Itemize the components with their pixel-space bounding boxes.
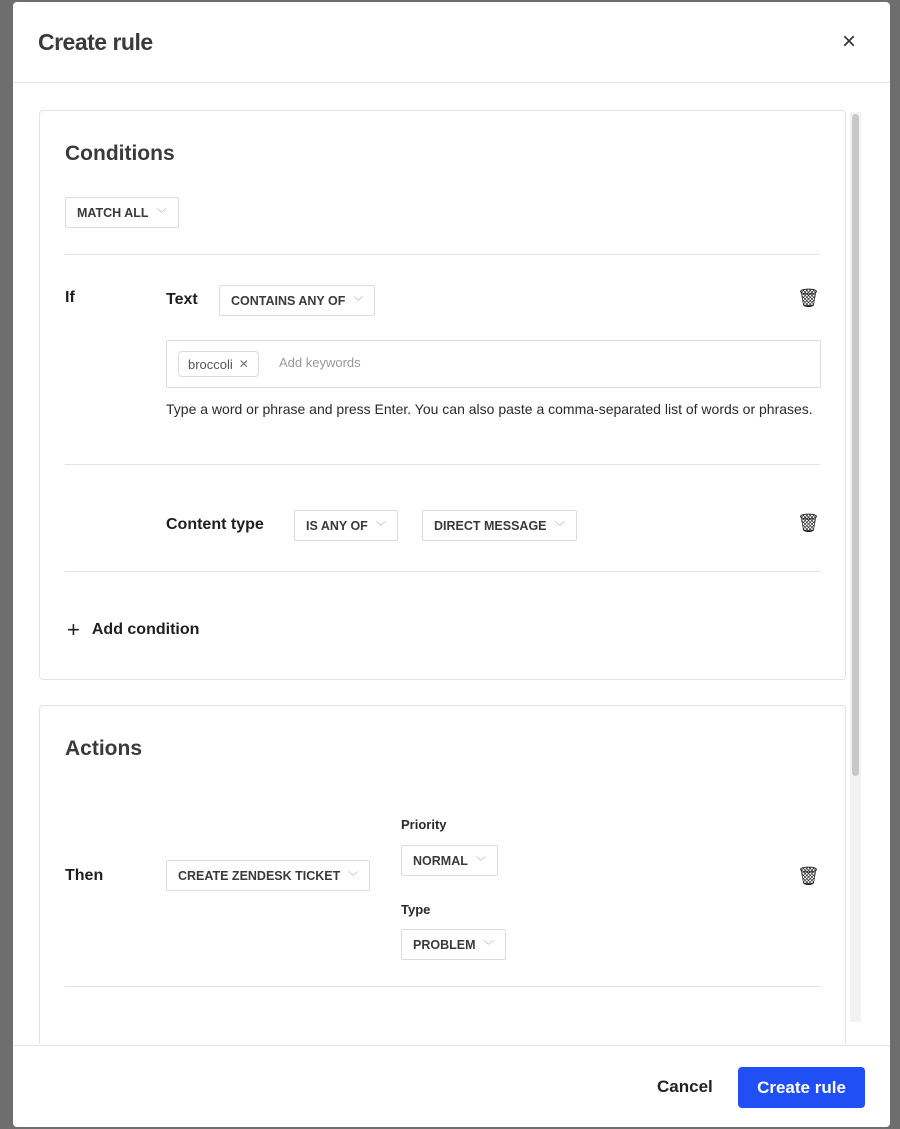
chevron-down-icon: ﹀ — [554, 522, 565, 533]
delete-condition-trash-icon[interactable]: 🗑 — [797, 513, 820, 533]
actions-title: Actions — [65, 737, 143, 760]
add-condition-button[interactable] — [67, 617, 200, 642]
type-label: Type — [401, 902, 431, 917]
condition-field-text: Text — [166, 291, 198, 308]
divider — [65, 571, 820, 572]
priority-label: Priority — [401, 817, 447, 832]
text-operator-dropdown[interactable] — [219, 285, 375, 316]
type-dropdown[interactable] — [401, 929, 506, 960]
modal-header — [13, 2, 890, 83]
condition-field-content-type: Content type — [166, 516, 264, 533]
conditions-title: Conditions — [65, 142, 175, 165]
chevron-down-icon: ﹀ — [375, 522, 386, 533]
match-dropdown[interactable] — [65, 197, 179, 228]
cancel-button[interactable]: Cancel — [657, 1077, 713, 1096]
content-type-operator-dropdown[interactable] — [294, 510, 398, 541]
divider — [65, 254, 820, 255]
modal-body — [13, 84, 890, 1044]
action-dropdown[interactable] — [166, 860, 370, 891]
match-value: MATCH ALL — [77, 205, 149, 220]
divider — [65, 986, 820, 987]
modal-title: Create rule — [38, 29, 153, 55]
chevron-down-icon: ﹀ — [348, 872, 359, 883]
create-rule-modal — [13, 2, 890, 1127]
chevron-down-icon: ﹀ — [156, 209, 167, 220]
close-icon[interactable]: × — [842, 28, 857, 55]
divider — [65, 464, 820, 465]
add-condition-label: Add condition — [91, 621, 200, 638]
if-label: If — [65, 289, 75, 306]
chevron-down-icon: ﹀ — [353, 297, 364, 308]
delete-condition-trash-icon[interactable]: 🗑 — [797, 288, 820, 308]
then-label: Then — [65, 867, 104, 884]
plus-icon: + — [67, 617, 80, 642]
operator-value: IS ANY OF — [306, 518, 368, 533]
remove-keyword-icon[interactable]: ✕ — [238, 357, 249, 371]
keywords-input[interactable] — [279, 355, 679, 370]
type-value: PROBLEM — [413, 937, 476, 952]
action-value: CREATE ZENDESK TICKET — [178, 868, 341, 883]
conditions-card — [39, 110, 846, 680]
chevron-down-icon: ﹀ — [475, 857, 486, 868]
keyword-chip-label: broccoli — [188, 356, 233, 372]
priority-value: NORMAL — [413, 853, 468, 868]
keywords-help-text: Type a word or phrase and press Enter. You can also paste a comma-separated list of words or phrases. — [166, 401, 813, 417]
content-type-value-dropdown[interactable] — [422, 510, 577, 541]
create-rule-button[interactable]: Create rule — [738, 1067, 865, 1108]
priority-dropdown[interactable] — [401, 845, 498, 876]
operator-value: CONTAINS ANY OF — [231, 293, 346, 308]
actions-card — [39, 705, 846, 1044]
keyword-chip — [178, 351, 259, 377]
content-type-value: DIRECT MESSAGE — [434, 518, 547, 533]
scrollbar-thumb[interactable] — [852, 114, 859, 776]
chevron-down-icon: ﹀ — [483, 941, 494, 952]
delete-action-trash-icon[interactable]: 🗑 — [797, 866, 820, 886]
keywords-input-box[interactable] — [166, 340, 821, 388]
scrollbar[interactable] — [850, 112, 861, 1022]
modal-footer — [13, 1045, 890, 1127]
